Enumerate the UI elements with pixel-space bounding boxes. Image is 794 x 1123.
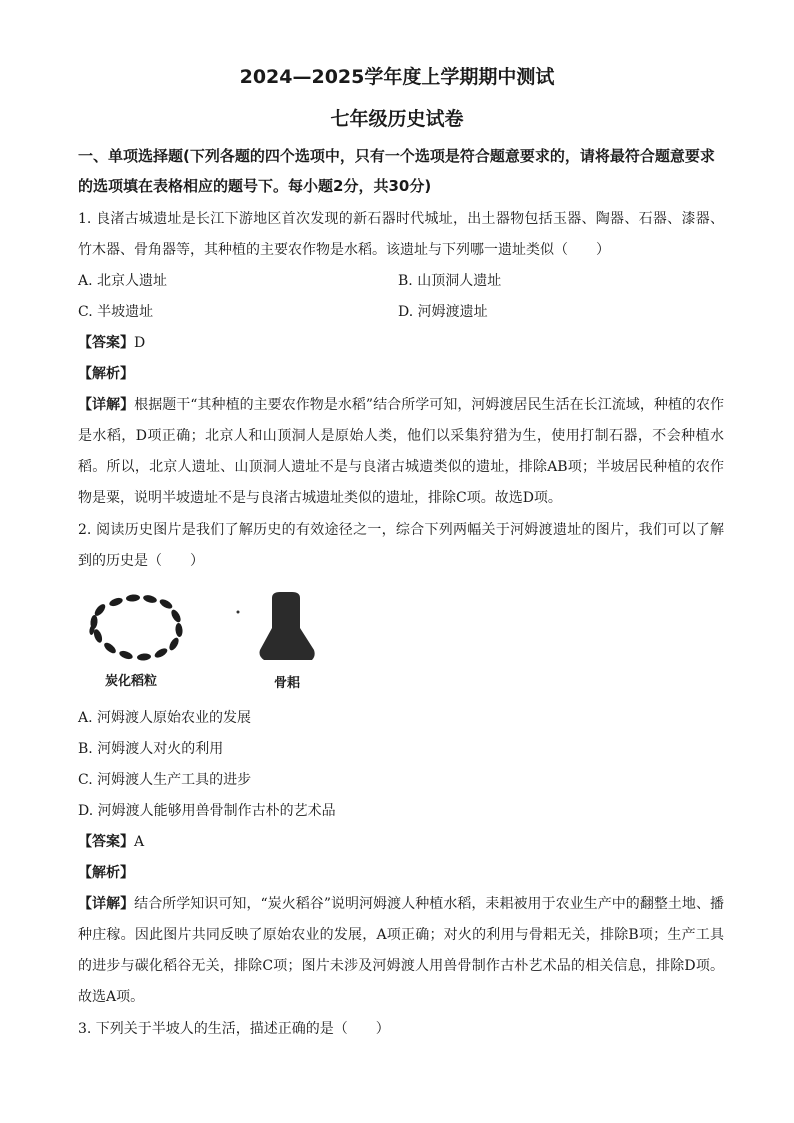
q1-option-a: A. 北京人遗址: [78, 273, 168, 289]
q2-option-c: C. 河姆渡人生产工具的进步: [78, 772, 252, 788]
bone-spade-image: [260, 592, 315, 660]
q2-detail: [78, 889, 724, 1013]
caption-carbonized-rice: 炭化稻粒: [105, 674, 158, 689]
answer-value: A: [134, 834, 145, 850]
q2-option-b: B. 河姆渡人对火的利用: [78, 741, 224, 757]
exam-title: 2024—2025学年度上学期期中测试: [239, 66, 555, 88]
exam-subtitle: 七年级历史试卷: [330, 108, 464, 130]
detail-tag: 【详解】: [78, 896, 135, 912]
q2-analysis-tag: 【解析】: [78, 865, 134, 881]
q2-answer: [78, 832, 144, 852]
q2-stem: 2. 阅读历史图片是我们了解历史的有效途径之一，综合下列两幅关于河姆渡遗址的图片，我们可以了解到的历史是（ ）: [78, 522, 724, 569]
q2-figures: [78, 590, 318, 690]
detail-text: 根据题干“其种植的主要农作物是水稻”结合所学可知，河姆渡居民生活在长江流域，种植的农作是水稻，D项正确；北京人和山顶洞人是原始人类，他们以采集狩猎为生，使用打制石器，不会种植水稻。所以，北京人遗址、山顶洞人遗址不是与良渚古城遗类似的遗址，排除AB项；半坡居民种植的农作物是粟，说明半坡遗址不是与良渚古城遗址类似的遗址，排除C项。故选D项。: [78, 397, 725, 506]
q3-stem: 3. 下列关于半坡人的生活，描述正确的是（ ）: [78, 1021, 390, 1037]
q1-answer: [78, 333, 145, 353]
q1-option-b: B. 山顶洞人遗址: [398, 273, 502, 289]
q2-option-d: D. 河姆渡人能够用兽骨制作古朴的艺术品: [78, 803, 336, 819]
q2-option-a: A. 河姆渡人原始农业的发展: [78, 710, 252, 726]
answer-tag: 【答案】: [78, 834, 134, 850]
section-heading: 一、单项选择题(下列各题的四个选项中，只有一个选项是符合题意要求的，请将最符合题意要求的选项填在表格相应的题号下。每小题2分，共30分): [78, 147, 715, 195]
q1-stem: 1. 良渚古城遗址是长江下游地区首次发现的新石器时代城址，出土器物包括玉器、陶器、石器、漆器、竹木器、骨角器等，其种植的主要农作物是水稻。该遗址与下列哪一遗址类似（ ）: [78, 211, 724, 258]
caption-bone-spade: 骨耜: [274, 676, 301, 691]
q1-detail: [78, 390, 724, 514]
detail-text: 结合所学知识可知，“炭火稻谷”说明河姆渡人种植水稻，耒耜被用于农业生产中的翻整土地、播种庄稼。因此图片共同反映了原始农业的发展，A项正确；对火的利用与骨耜无关，排除B项；生产工具的进步与碳化稻谷无关，排除C项；图片未涉及河姆渡人用兽骨制作古朴艺术品的相关信息，排除D项。故选A项。: [78, 896, 725, 1005]
q1-analysis-tag: 【解析】: [78, 366, 134, 382]
answer-value: D: [134, 335, 146, 351]
carbonized-rice-image: [89, 594, 183, 661]
answer-tag: 【答案】: [78, 335, 134, 351]
detail-tag: 【详解】: [78, 397, 135, 413]
q1-option-c: C. 半坡遗址: [78, 304, 154, 320]
q1-option-d: D. 河姆渡遗址: [398, 304, 488, 320]
